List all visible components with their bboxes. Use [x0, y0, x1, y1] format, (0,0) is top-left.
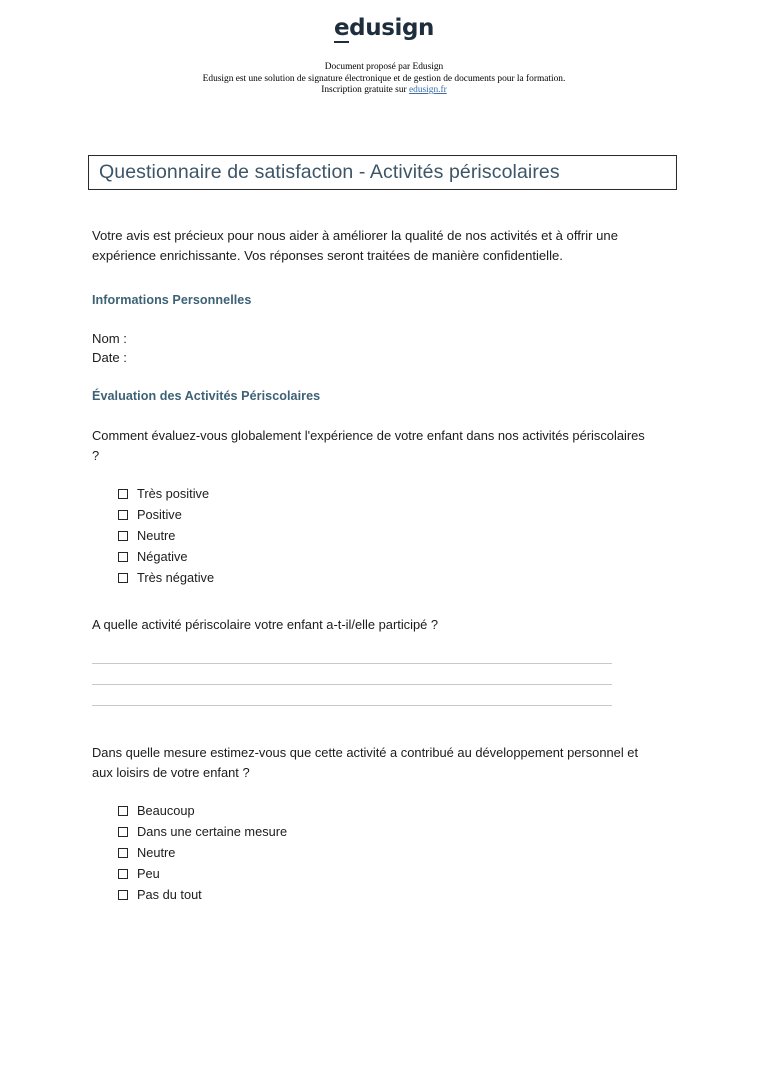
option-label: Positive — [137, 506, 182, 522]
spacer — [92, 783, 677, 800]
checkbox-icon[interactable] — [118, 848, 128, 858]
brand-line-1: Document proposé par Edusign — [324, 62, 444, 72]
checkbox-icon[interactable] — [118, 827, 128, 837]
option-row[interactable] — [92, 525, 677, 546]
spacer — [92, 266, 677, 293]
option-row[interactable] — [92, 863, 677, 884]
checkbox-icon[interactable] — [118, 510, 128, 520]
option-row[interactable] — [92, 546, 677, 567]
option-row[interactable] — [92, 483, 677, 504]
checkbox-icon[interactable] — [118, 531, 128, 541]
field-date[interactable]: Date : — [92, 350, 127, 365]
option-label: Dans une certaine mesure — [137, 823, 288, 839]
spacer — [92, 685, 612, 705]
spacer — [92, 664, 612, 684]
question-1-text: Comment évaluez-vous globalement l'expérience de votre enfant dans nos activités périscolaires ? — [92, 428, 645, 463]
spacer — [92, 706, 677, 743]
spacer — [92, 367, 677, 389]
checkbox-icon[interactable] — [118, 552, 128, 562]
edusign-website-link[interactable]: edusign.fr — [408, 85, 447, 96]
document-body — [92, 226, 677, 905]
spacer — [92, 307, 677, 329]
option-label: Pas du tout — [137, 886, 202, 902]
document-title-box — [88, 155, 677, 190]
spacer — [92, 588, 677, 615]
option-row[interactable] — [92, 567, 677, 588]
spacer — [92, 635, 677, 663]
section-heading-personal-info: Informations Personnelles — [92, 293, 252, 307]
question-3-text: Dans quelle mesure estimez-vous que cette activité a contribué au développement personnel et aux loisirs de votre enfant ? — [92, 745, 639, 780]
question-1-options — [92, 483, 677, 588]
option-label: Très négative — [137, 569, 215, 585]
option-label: Neutre — [137, 527, 176, 543]
checkbox-icon[interactable] — [118, 869, 128, 879]
checkbox-icon[interactable] — [118, 573, 128, 583]
option-row[interactable] — [92, 884, 677, 905]
spacer — [92, 403, 677, 426]
brand-subtext — [0, 62, 768, 97]
section-heading-evaluation: Évaluation des Activités Périscolaires — [92, 389, 321, 403]
checkbox-icon[interactable] — [118, 890, 128, 900]
option-row[interactable] — [92, 800, 677, 821]
option-row[interactable] — [92, 504, 677, 525]
question-2-text: A quelle activité périscolaire votre enfant a-t-il/elle participé ? — [92, 617, 439, 632]
brand-line-3 — [0, 85, 768, 97]
logo-letter-e: e — [333, 15, 350, 41]
option-row[interactable] — [92, 842, 677, 863]
field-nom[interactable]: Nom : — [92, 331, 127, 346]
intro-paragraph: Votre avis est précieux pour nous aider à améliorer la qualité de nos activités et à offrir une expérience enrichissante. Vos réponses seront traitées de manière confidentielle. — [92, 228, 618, 263]
option-label: Beaucoup — [137, 802, 195, 818]
question-2-answer-lines[interactable] — [92, 663, 612, 706]
question-3-options — [92, 800, 677, 905]
option-label: Très positive — [137, 485, 210, 501]
checkbox-icon[interactable] — [118, 489, 128, 499]
option-label: Peu — [137, 865, 160, 881]
option-row[interactable] — [92, 821, 677, 842]
option-label: Négative — [137, 548, 188, 564]
edusign-logo — [334, 14, 434, 42]
brand-line-2: Edusign est une solution de signature électronique et de gestion de documents pour la formation. — [202, 73, 566, 84]
brand-header — [0, 14, 768, 42]
option-label: Neutre — [137, 844, 176, 860]
page-title: Questionnaire de satisfaction - Activités périscolaires — [99, 161, 560, 183]
personal-info-fields — [92, 329, 677, 367]
checkbox-icon[interactable] — [118, 806, 128, 816]
brand-line-3-prefix: Inscription gratuite sur — [321, 85, 409, 96]
logo-text-rest: dusign — [349, 15, 435, 41]
spacer — [92, 466, 677, 483]
